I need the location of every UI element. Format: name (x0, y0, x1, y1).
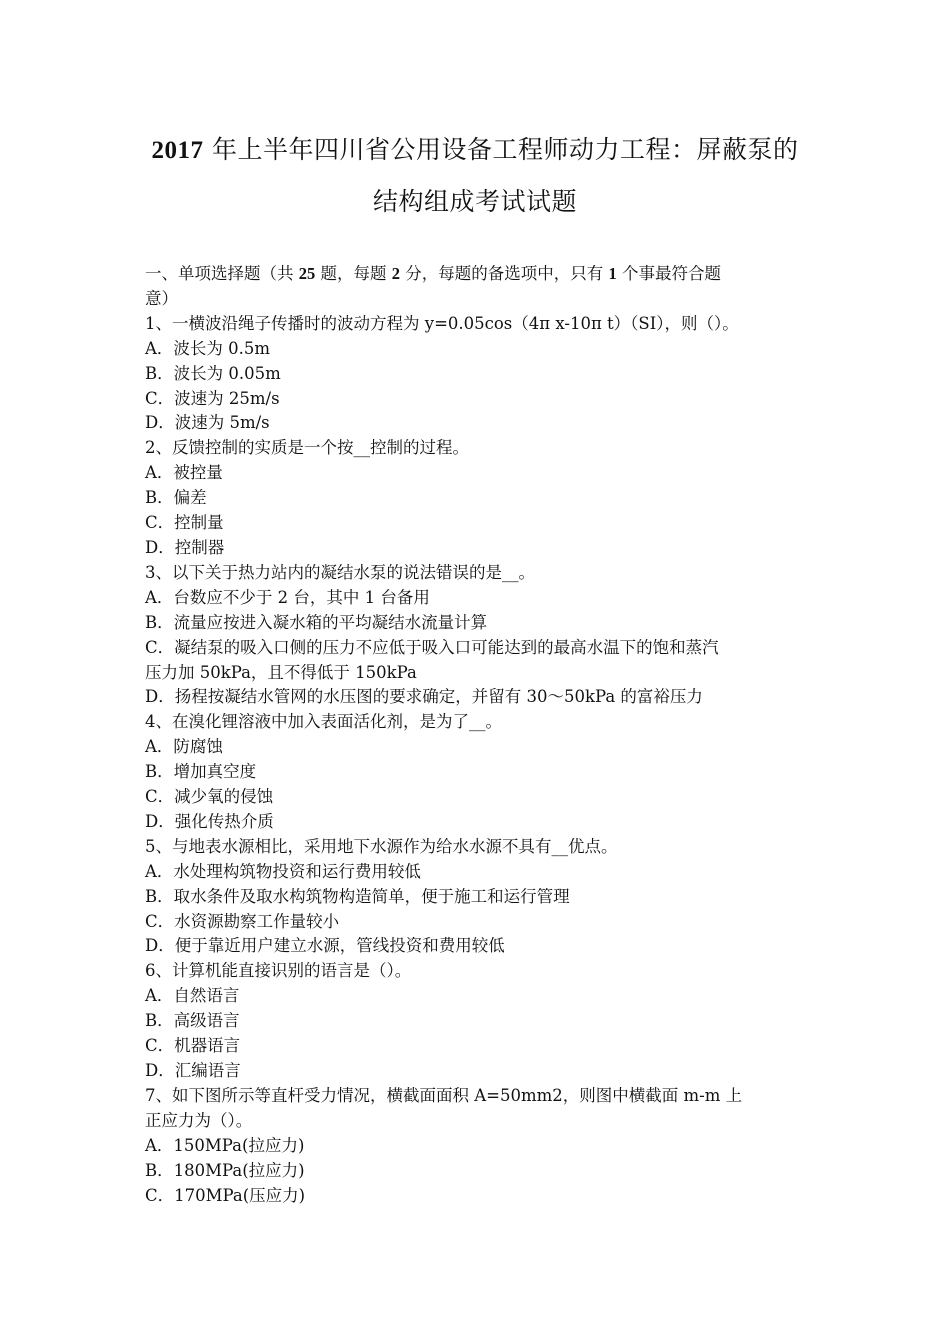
question-3-stem: 3、以下关于热力站内的凝结水泵的说法错误的是__。 (145, 562, 535, 582)
question-3-option-d: D．扬程按凝结水管网的水压图的要求确定，并留有 30～50kPa 的富裕压力 (145, 687, 703, 707)
question-7-option-c: C．170MPa(压应力) (145, 1185, 306, 1205)
question-5-option-c: C．水资源勘察工作量较小 (145, 911, 340, 931)
question-7-option-a: A．150MPa(拉应力) (145, 1135, 305, 1155)
question-6-option-a: A．自然语言 (145, 986, 240, 1006)
document-body (145, 262, 810, 1208)
question-4-stem: 4、在溴化锂溶液中加入表面活化剂，是为了__。 (145, 712, 502, 732)
question-2-option-c: C．控制量 (145, 513, 224, 533)
question-6-option-b: B．高级语言 (145, 1011, 240, 1031)
question-6-option-d: D．汇编语言 (145, 1061, 241, 1080)
question-1-option-a: A．波长为 0.5m (145, 338, 271, 358)
question-3-option-c: C．凝结泵的吸入口侧的压力不应低于吸入口可能达到的最高水温下的饱和蒸汽 (145, 637, 719, 657)
document-title-line-1 (120, 135, 830, 166)
question-3-option-a: A．台数应不少于 2 台，其中 1 台备用 (145, 587, 430, 607)
section-heading-text-3: 个事最符合题 (616, 264, 721, 283)
question-1-option-b: B．波长为 0.05m (145, 363, 281, 383)
question-5-option-a: A．水处理构筑物投资和运行费用较低 (145, 861, 421, 881)
question-5-stem: 5、与地表水源相比，采用地下水源作为给水水源不具有__优点。 (145, 836, 618, 856)
question-1-option-c: C．波速为 25m/s (145, 388, 280, 408)
question-3-option-b: B．流量应按进入凝水箱的平均凝结水流量计算 (145, 612, 488, 632)
section-heading-text-2: 分，每题的备选项中，只有 (400, 264, 609, 283)
section-heading-continued: 意） (145, 288, 178, 308)
question-2-option-b: B．偏差 (145, 488, 207, 508)
single-answer-count: 1 (608, 264, 617, 283)
question-7-stem-continued: 正应力为（）。 (145, 1110, 253, 1130)
question-4-option-b: B．增加真空度 (145, 762, 257, 782)
section-heading-prefix: 一、单项选择题（共 (145, 264, 299, 283)
question-4-option-c: C．减少氧的侵蚀 (145, 787, 274, 807)
question-count: 25 (298, 264, 316, 283)
question-3-option-c-continued: 压力加 50kPa，且不得低于 150kPa (145, 662, 417, 682)
question-6-option-c: C．机器语言 (145, 1036, 241, 1056)
question-7-stem: 7、如下图所示等直杆受力情况，横截面面积 A=50mm2，则图中横截面 m-m 上 (145, 1085, 743, 1105)
points-per-question: 2 (391, 264, 400, 283)
title-text-1: 年上半年四川省公用设备工程师动力工程：屏蔽泵的 (203, 135, 799, 164)
question-4-option-d: D．强化传热介质 (145, 811, 274, 831)
question-2-option-a: A．被控量 (145, 463, 223, 483)
question-4-option-a: A．防腐蚀 (145, 737, 223, 757)
title-year: 2017 (151, 137, 204, 164)
section-heading (145, 262, 810, 287)
question-5-option-d: D．便于靠近用户建立水源，管线投资和费用较低 (145, 936, 505, 956)
question-2-stem: 2、反馈控制的实质是一个按__控制的过程。 (145, 438, 469, 458)
question-2-option-d: D．控制器 (145, 537, 225, 557)
question-1-option-d: D．波速为 5m/s (145, 413, 270, 433)
question-6-stem: 6、计算机能直接识别的语言是（）。 (145, 961, 412, 981)
section-heading-text-1: 题，每题 (315, 264, 392, 283)
question-5-option-b: B．取水条件及取水构筑物构造简单，便于施工和运行管理 (145, 886, 570, 906)
document-title-line-2: 结构组成考试试题 (372, 187, 577, 216)
question-1-stem: 1、一横波沿绳子传播时的波动方程为 y=0.05cos（4π x-10π t）（SI），则（）。 (145, 313, 739, 333)
question-7-option-b: B．180MPa(拉应力) (145, 1160, 305, 1180)
